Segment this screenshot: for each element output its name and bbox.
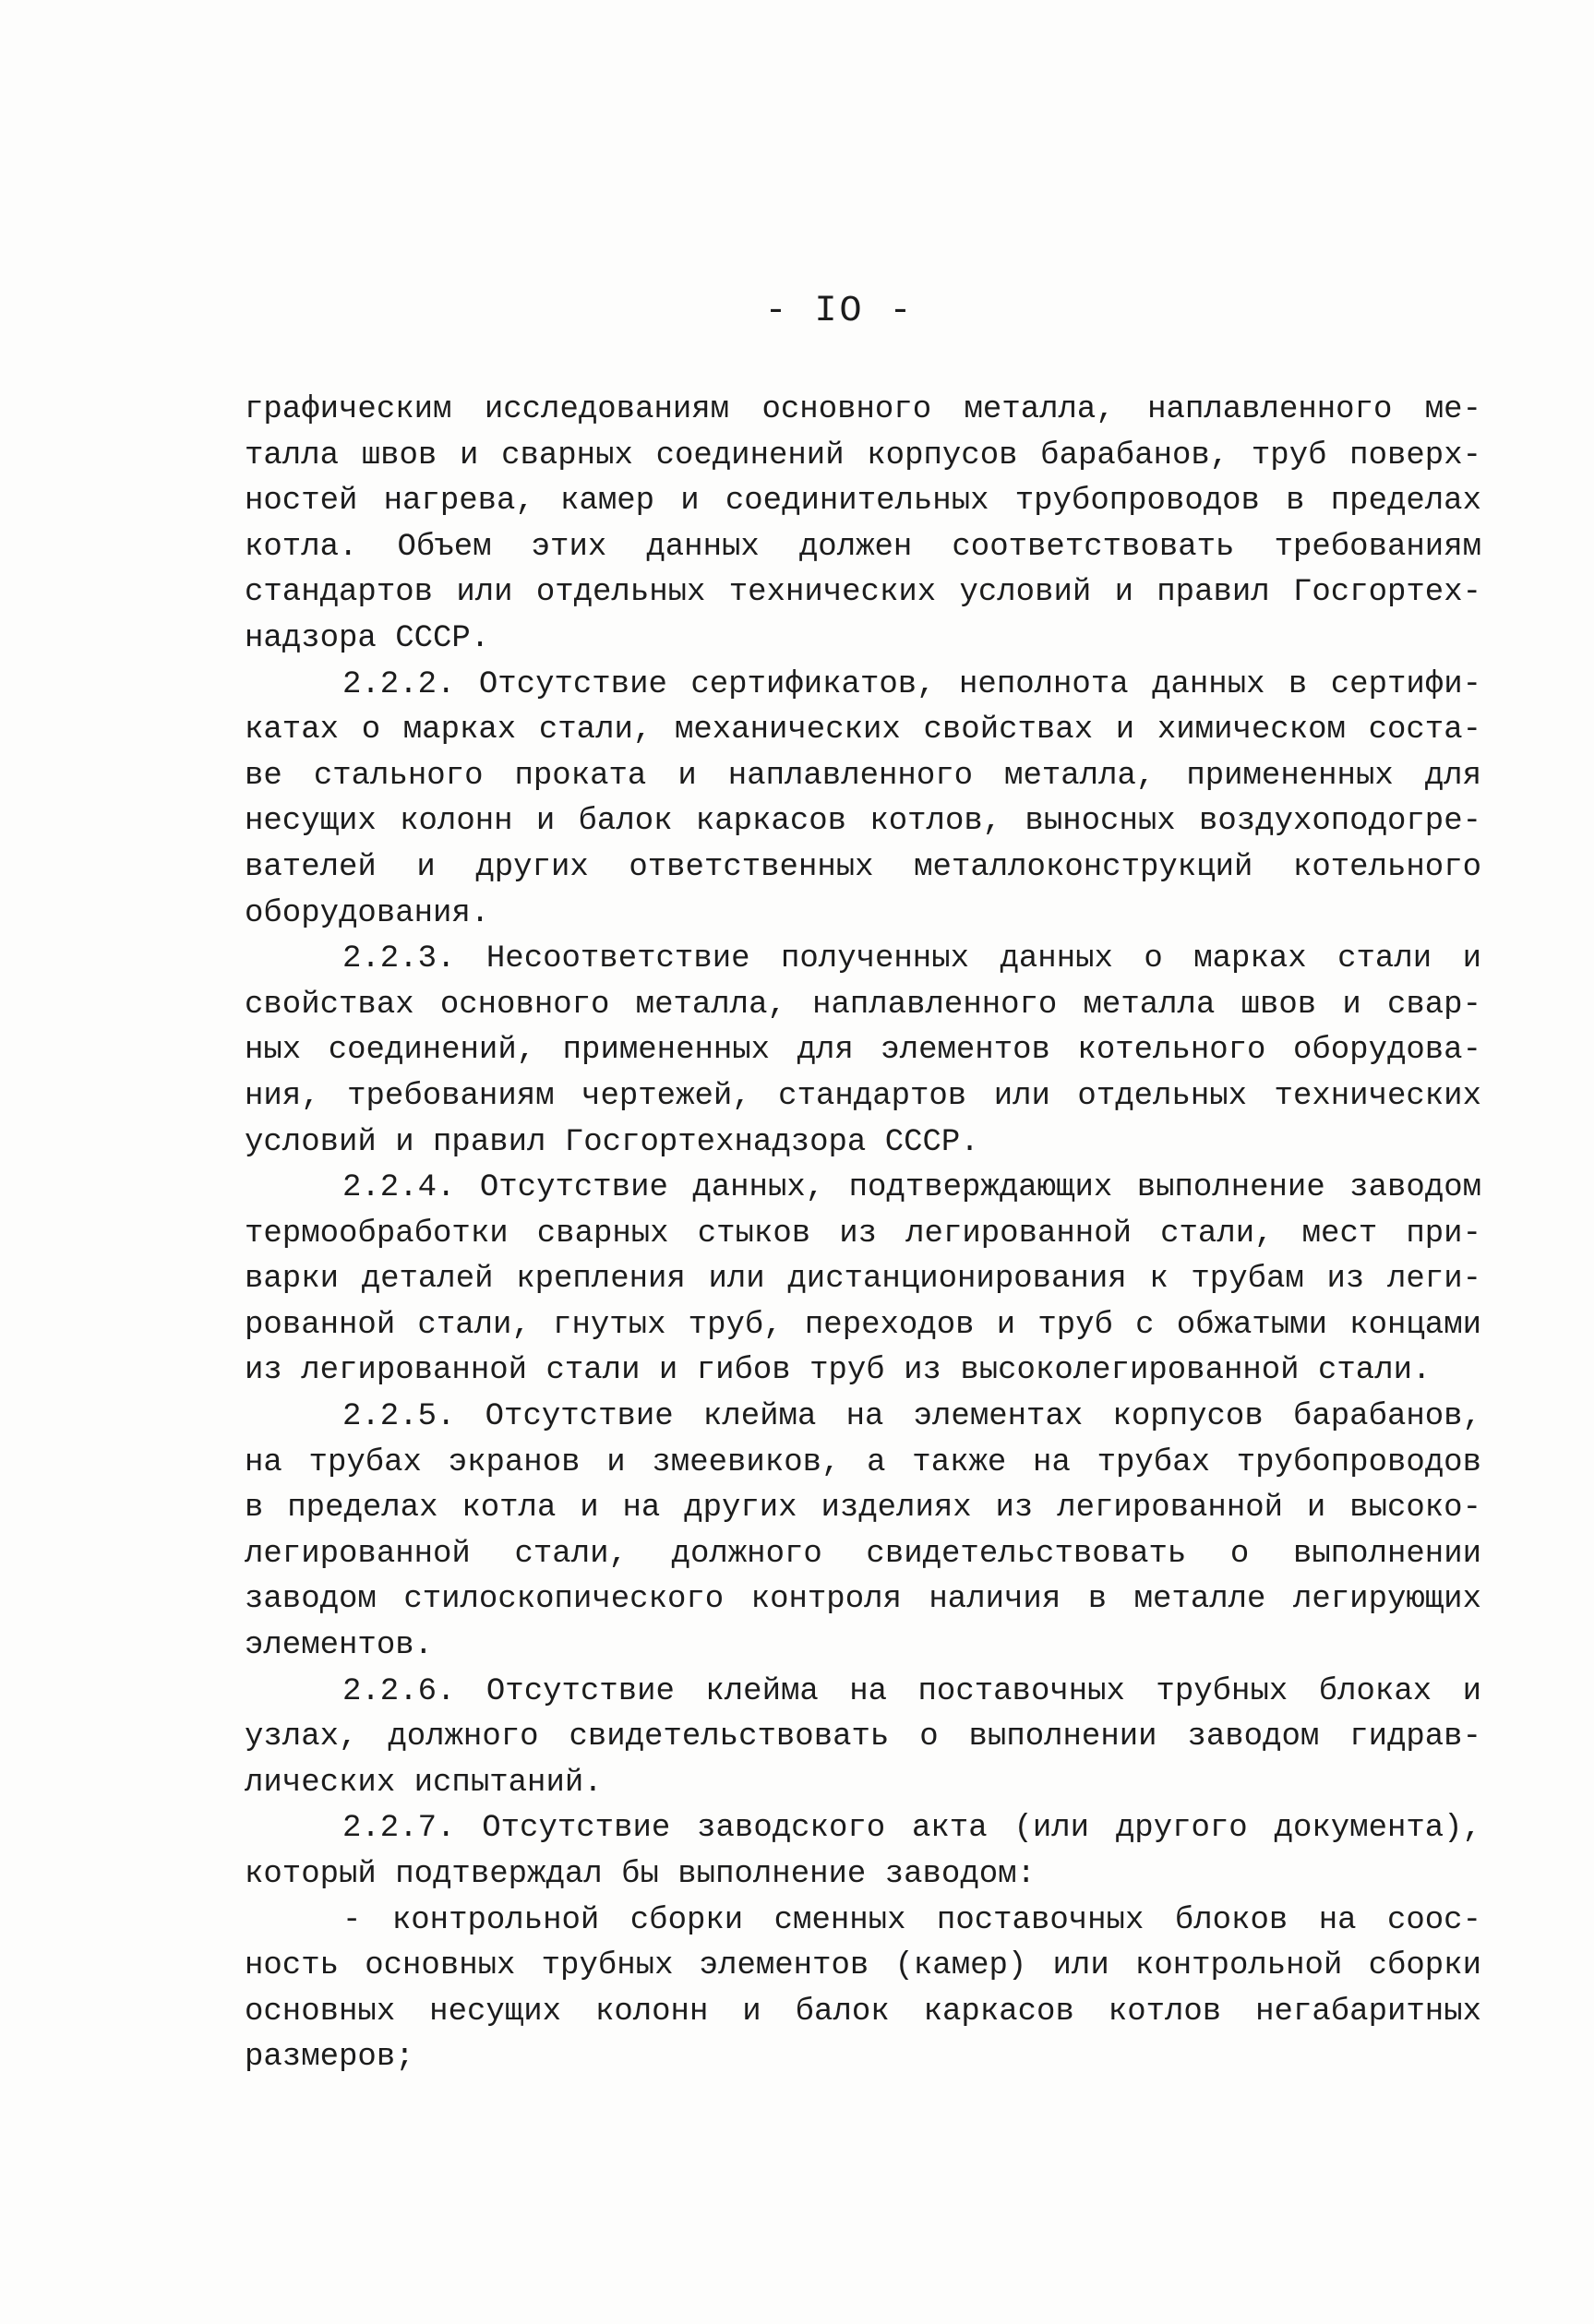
text-line: который подтверждал бы выполнение заводом: [245, 1857, 1036, 1892]
text-line: ных соединений, примененных для элементов котельного оборудова- [245, 1033, 1481, 1069]
text-line: из легированной стали и гибов труб из высоколегированной стали. [245, 1353, 1432, 1389]
text-line: - контрольной сборки сменных поставочных блоков на соос- [342, 1902, 1481, 1938]
text-line: надзора СССР. [245, 620, 490, 656]
text-line: вателей и других ответственных металлоконструкций котельного [245, 849, 1481, 885]
text-line: заводом стилоскопического контроля наличия в металле легирующих [245, 1582, 1481, 1618]
text-line: на трубах экранов и змеевиков, а также на трубах трубопроводов [245, 1444, 1481, 1480]
text-line: термообработки сварных стыков из легированной стали, мест при- [245, 1216, 1481, 1252]
text-line: лических испытаний. [245, 1765, 603, 1801]
text-line: 2.2.3. Несоответствие полученных данных о марках стали и [342, 941, 1481, 977]
text-line: свойствах основного металла, наплавленного металла швов и свар- [245, 987, 1481, 1023]
text-line: талла швов и сварных соединений корпусов барабанов, труб поверх- [245, 437, 1481, 473]
text-line: варки деталей крепления или дистанционирования к трубам из леги- [245, 1262, 1481, 1298]
text-line: 2.2.5. Отсутствие клейма на элементах корпусов барабанов, [342, 1399, 1481, 1435]
text-line: ностей нагрева, камер и соединительных трубопроводов в пределах [245, 484, 1481, 520]
text-line: оборудования. [245, 895, 490, 931]
text-line: 2.2.7. Отсутствие заводского акта (или другого документа), [342, 1811, 1481, 1847]
text-line: условий и правил Госгортехнадзора СССР. [245, 1124, 979, 1160]
text-line: графическим исследованиям основного металла, наплавленного ме- [245, 392, 1481, 427]
text-line: 2.2.4. Отсутствие данных, подтверждающих выполнение заводом [342, 1170, 1481, 1206]
text-line: ния, требованиям чертежей, стандартов или отдельных технических [245, 1078, 1481, 1114]
text-line: 2.2.2. Отсутствие сертификатов, неполнота данных в сертифи- [342, 666, 1481, 702]
page-number: - IO - [764, 291, 915, 332]
text-line: основных несущих колонн и балок каркасов котлов негабаритных [245, 1994, 1481, 2030]
text-line: узлах, должного свидетельствовать о выполнении заводом гидрав- [245, 1719, 1481, 1755]
text-line: размеров; [245, 2040, 414, 2076]
text-line: ве стального проката и наплавленного металла, примененных для [245, 758, 1481, 794]
text-line: элементов. [245, 1628, 434, 1664]
text-line: 2.2.6. Отсутствие клейма на поставочных трубных блоках и [342, 1673, 1481, 1709]
text-line: несущих колонн и балок каркасов котлов, выносных воздухоподогре- [245, 804, 1481, 840]
text-line: ность основных трубных элементов (камер) или контрольной сборки [245, 1948, 1481, 1984]
text-line: катах о марках стали, механических свойствах и химическом соста- [245, 713, 1481, 749]
text-line: стандартов или отдельных технических условий и правил Госгортех- [245, 575, 1481, 611]
text-line: рованной стали, гнутых труб, переходов и труб с обжатыми концами [245, 1307, 1481, 1343]
text-line: в пределах котла и на других изделиях из легированной и высоко- [245, 1491, 1481, 1527]
body-text [245, 388, 1481, 2081]
text-line: котла. Объем этих данных должен соответствовать требованиям [245, 529, 1481, 565]
text-line: легированной стали, должного свидетельствовать о выполнении [245, 1536, 1481, 1572]
